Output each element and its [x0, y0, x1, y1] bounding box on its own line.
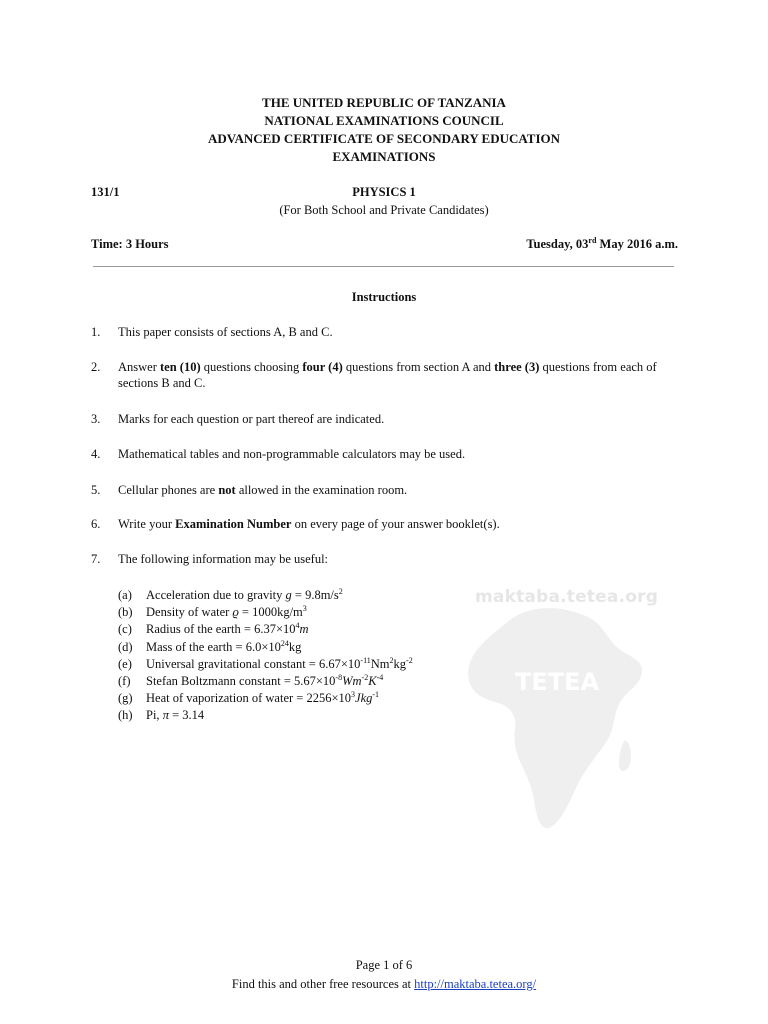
instruction-3: 3. Marks for each question or part thereof are indicated.: [91, 412, 385, 426]
footer-resources: Find this and other free resources at http://maktaba.tetea.org/: [231, 977, 537, 991]
instructions-title: Instructions: [351, 290, 417, 304]
resources-link[interactable]: http://maktaba.tetea.org/: [414, 977, 537, 991]
time-date-row: [91, 237, 678, 252]
paper-subtitle: (For Both School and Private Candidates): [279, 203, 489, 217]
header-republic: THE UNITED REPUBLIC OF TANZANIA: [262, 95, 506, 110]
africa-map-watermark-icon: [455, 580, 665, 840]
header-certificate: ADVANCED CERTIFICATE OF SECONDARY EDUCATION: [207, 131, 561, 146]
instruction-6: 6. Write your Examination Number on every page of your answer booklet(s).: [91, 517, 500, 531]
paper-code: 131/1: [91, 185, 120, 199]
exam-page: TETEA maktaba.tetea.org THE UNITED REPUBLIC OF TANZANIA NATIONAL EXAMINATIONS COUNCIL ADVANCED CERTIFICATE OF SECONDARY EDUCATION EXAMINATIONS 131/1 PHYSICS 1 (For Both School and Private Candidates) Time: 3 Hours Tuesday, 03rd May 2016 a.m. Instructions 1. This paper consists of sections A, B and C. 2. Answer ten (10) questions choosing four (4) questions from section A and three (3) questions from each of sections B and C. 3. Marks for each question or part thereof are indicated. 4. Mathematical tables and non-programmable calculators may be used. 5. Cellular phones are not allowed in the examination room. 6. Write your Examination Number on every page of your answer booklet(s). 7. The following information may be useful: (a) Acceleration due to gravity $g = 9.8m/s^2$ (b) Density of water $ϱ = 1000kg/m^3$ (c) Radius of the earth = $6.37\times 10^4m$ (d) Mass of the earth = $6.0\times 10^{24}kg$ (e) Universal gravitational constant = $6.67\times 10^{-11}Nm^2kg^{-2}$ (f) Stefan Boltzmann constant = $5.67\times 10^{-8}Wm^{-2}K^{-4}$ (g) Heat of vaporization of water = $2256\times 10^3Jkg^{-1}$ (h) Pi, π = 3.14 Page 1 of 6 Find this and other free resources at http://maktaba.tetea.org/: [0, 0, 768, 1024]
instruction-4: 4. Mathematical tables and non-programmable calculators may be used.: [91, 447, 466, 461]
header-examinations: EXAMINATIONS: [332, 149, 436, 164]
paper-subject: PHYSICS 1: [352, 185, 416, 199]
exam-date: Tuesday, 03rd May 2016 a.m.: [526, 236, 678, 251]
page-number: Page 1 of 6: [355, 958, 413, 972]
tetea-brand-text: TETEA: [515, 668, 600, 696]
header-council: NATIONAL EXAMINATIONS COUNCIL: [264, 113, 504, 128]
instruction-2: 2. Answer ten (10) questions choosing four (4) questions from section A and three (3) questions from each of sections B and C.: [91, 360, 657, 390]
instruction-5: 5. Cellular phones are not allowed in the examination room.: [91, 483, 408, 497]
instruction-7: 7. The following information may be useful:: [91, 552, 329, 566]
header-divider: [93, 266, 674, 267]
exam-header: [0, 94, 768, 166]
instruction-1: 1. This paper consists of sections A, B and C.: [91, 325, 333, 339]
exam-duration: Time: 3 Hours: [91, 237, 169, 251]
watermark-site-text: maktaba.tetea.org: [475, 587, 659, 607]
